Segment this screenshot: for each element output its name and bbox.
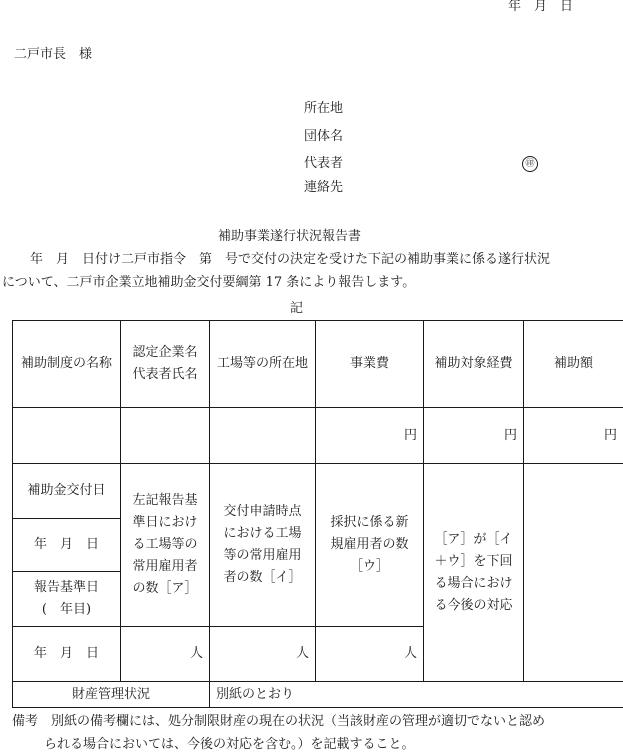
future-response-blank <box>524 464 623 682</box>
property-row <box>13 682 623 708</box>
value-project-cost: 円 <box>316 408 424 464</box>
header-subsidy-name: 補助制度の名称 <box>13 321 121 408</box>
col-u-line1: 採択に係る新 <box>330 515 409 530</box>
addressee: 二戸市長 様 <box>14 47 93 62</box>
document-title: 補助事業遂行状況報告書 <box>218 229 362 244</box>
new-employees <box>316 464 424 627</box>
col-a-line3: る工場等の <box>132 537 198 552</box>
header-project-cost: 事業費 <box>316 321 424 408</box>
value-company <box>121 408 210 464</box>
value-subsidy-name <box>13 408 121 464</box>
employees-at-report-date <box>121 464 210 627</box>
value-factory-location <box>210 408 316 464</box>
future-response <box>424 464 524 682</box>
col-f-line3: る場合におけ <box>434 575 513 591</box>
organization-label: 団体名 <box>304 129 344 144</box>
report-date-label <box>13 572 121 627</box>
property-label: 財産管理状況 <box>13 682 210 708</box>
ki-mark: 記 <box>290 301 304 316</box>
header-subsidy-amount: 補助額 <box>524 321 623 408</box>
value-subsidy-amount: 円 <box>524 408 623 464</box>
header-company-line1: 認定企業名 <box>132 345 198 360</box>
remarks-line-2: られる場合においては、今後の対応を含む。）を記載すること。 <box>44 737 415 752</box>
report-date-line1: 報告基準日 <box>33 580 99 595</box>
col-i-line1: 交付申請時点 <box>223 504 302 519</box>
col-f-line4: る今後の対応 <box>434 597 513 613</box>
col-i-line3: 等の常用雇用 <box>223 548 302 563</box>
header-eligible-cost: 補助対象経費 <box>424 321 524 408</box>
seal-mark: ㊞ <box>522 156 538 172</box>
address-label: 所在地 <box>304 101 344 116</box>
header-company-line2: 代表者氏名 <box>132 367 198 382</box>
grant-date-label: 補助金交付日 <box>13 464 121 519</box>
grant-date-label-row <box>13 464 623 519</box>
body-line-1: 年 月 日付け二戸市指令 第 号で交付の決定を受けた下記の補助事業に係る遂行状況 <box>30 252 551 267</box>
header-factory-location: 工場等の所在地 <box>210 321 316 408</box>
report-table <box>12 320 623 708</box>
col-f-line2: ＋ウ］を下回 <box>434 553 513 569</box>
contact-label: 連絡先 <box>304 180 344 195</box>
col-f-line1: ［ア］が［イ <box>434 531 513 547</box>
col-u-line3: ［ウ］ <box>349 559 389 574</box>
remarks-line-1: 備考 別紙の備考欄には、処分制限財産の現在の状況（当該財産の管理が適切でないと認め <box>12 714 546 729</box>
col-u-persons: 人 <box>316 627 424 682</box>
col-a-line2: 準日におけ <box>132 515 198 530</box>
col-i-line2: における工場 <box>223 526 302 541</box>
report-date-line2: ( 年目) <box>41 602 92 617</box>
report-date: 年 月 日 <box>508 0 574 14</box>
table-value-row <box>13 408 623 464</box>
grant-date-value: 年 月 日 <box>13 519 121 572</box>
value-eligible-cost: 円 <box>424 408 524 464</box>
representative-label: 代表者 <box>304 156 344 171</box>
header-company <box>121 321 210 408</box>
property-value: 別紙のとおり <box>210 682 623 708</box>
col-a-line4: 常用雇用者 <box>132 559 198 574</box>
col-a-line1: 左記報告基 <box>132 493 198 508</box>
col-u-line2: 規雇用者の数 <box>330 537 409 552</box>
body-line-2: について、二戸市企業立地補助金交付要綱第 17 条により報告します。 <box>2 275 416 290</box>
table-header-row <box>13 321 623 408</box>
col-a-persons: 人 <box>121 627 210 682</box>
employees-at-application <box>210 464 316 627</box>
col-a-line5: の数［ア］ <box>132 581 198 596</box>
col-i-persons: 人 <box>210 627 316 682</box>
col-i-line4: 者の数［イ］ <box>223 570 302 585</box>
report-date-value: 年 月 日 <box>13 627 121 682</box>
